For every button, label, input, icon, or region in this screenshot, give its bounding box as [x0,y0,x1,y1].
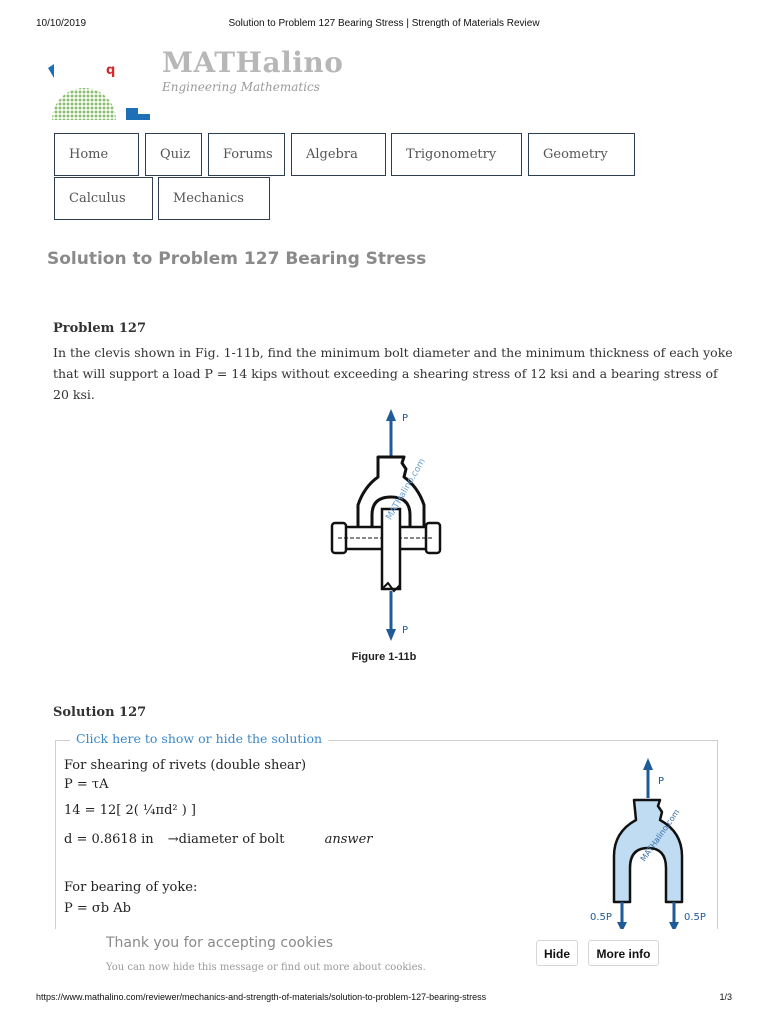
answer-label: answer [324,832,373,847]
nav-item-trigonometry[interactable]: Trigonometry [391,133,522,176]
fig2-label-right: 0.5P [684,912,706,923]
cookie-subtitle: You can now hide this message or find out more about cookies. [106,962,426,973]
site-logo[interactable] [46,58,154,122]
nav-item-mechanics[interactable]: Mechanics [158,177,270,220]
nav-item-calculus[interactable]: Calculus [54,177,153,220]
problem-heading: Problem 127 [53,321,147,336]
bearing-intro: For bearing of yoke: [64,880,198,895]
equation-2: 14 = 12[ 2( ¼πd² ) ] [64,803,197,818]
toggle-solution-link[interactable]: Click here to show or hide the solution [70,731,328,746]
equation-1: P = τA [64,777,109,792]
print-header [0,18,768,32]
print-url: https://www.mathalino.com/reviewer/mechanics-and-strength-of-materials/solution-to-problem-127-bearing-stress [36,992,487,1002]
print-footer [0,992,768,1006]
site-title[interactable]: MATHalino [162,46,344,79]
nav-item-algebra[interactable]: Algebra [291,133,386,176]
equation-3: d = 0.8618 in [64,832,154,847]
svg-text:q: q [106,63,116,78]
clevis-figure [318,405,450,645]
cookie-hide-button[interactable]: Hide [536,940,578,966]
equation-3-line [64,832,372,847]
page-title: Solution to Problem 127 Bearing Stress [47,249,427,269]
shear-intro: For shearing of rivets (double shear) [64,758,307,773]
site-slogan: Engineering Mathematics [162,80,320,94]
equation-4: P = σb Ab [64,901,131,916]
fig2-label-top: P [658,776,665,787]
solution-heading: Solution 127 [53,705,147,720]
cookie-more-info-button[interactable]: More info [588,940,659,966]
yoke-free-body-figure [586,756,718,932]
figure-caption: Figure 1-11b [351,651,417,663]
fig1-label-bottom: P [402,625,409,636]
svg-text:MATHalino.com: MATHalino.com [384,457,428,522]
print-page-number: 1/3 [719,992,732,1002]
svg-text:MATHalino.com: MATHalino.com [638,807,682,864]
print-date: 10/10/2019 [36,18,87,29]
equation-3-note: →diameter of bolt [167,832,285,847]
nav-item-geometry[interactable]: Geometry [528,133,635,176]
print-doc-title: Solution to Problem 127 Bearing Stress | Strength of Materials Review [228,18,540,29]
cookie-title: Thank you for accepting cookies [106,935,334,951]
fig2-label-left: 0.5P [590,912,612,923]
fig1-label-top: P [402,413,409,424]
nav-item-home[interactable]: Home [54,133,139,176]
nav-item-forums[interactable]: Forums [208,133,285,176]
nav-item-quiz[interactable]: Quiz [145,133,202,176]
problem-text: In the clevis shown in Fig. 1-11b, find the minimum bolt diameter and the minimum thickness of each yoke that will support a load P = 14 kips without exceeding a shearing stress of 12 ksi and a bearing stress of 20 ksi. [53,345,733,402]
